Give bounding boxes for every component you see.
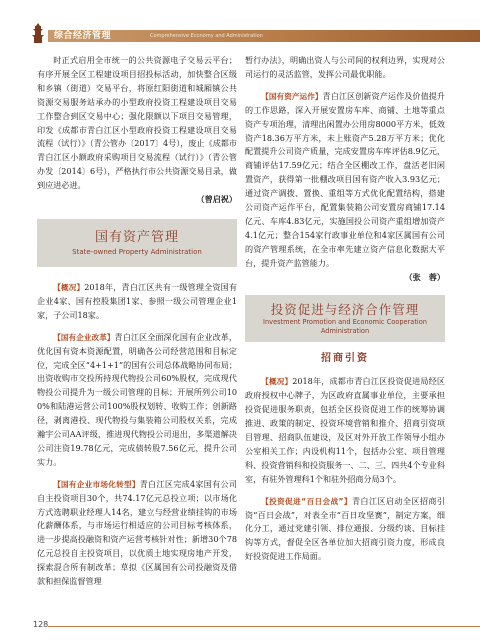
overview-text: 2018年，青白江区共有一级管理全资国有企业4家、国有控股集团1家、参照一级公司管理企业1家，子公司18家。 (37, 281, 237, 320)
section-title-cn: 投资促进与经济合作管理 (270, 301, 420, 317)
overview-paragraph (37, 281, 237, 323)
section-title-cn: 国有资产管理 (94, 229, 179, 245)
market-transition-text: 青白江区完成4家国有公司自主投资项目30个，共74.17亿元总投立项；以市场化方式选聘职业经理人14名，建立与经营业绩挂钩的市场化薪酬体系，与市场运行相适应的公司目标考核体系，进一步提高投融资和资产运营考核针对性；新增30个78亿元总投自主投资项目，以优质土地实现房地产开发，探索混合所有制改革；草拟《区属国有公司投融资及借款和担保监督管理 (37, 478, 237, 587)
overview-tag: 【概况】 (53, 282, 85, 292)
section-title-en: State-owned Property Administration (72, 247, 202, 256)
investment-overview-tag: 【概况】 (261, 377, 293, 387)
hundred-days-tag: 【投资促进“百日会战”】 (261, 496, 352, 506)
investment-overview-paragraph (245, 375, 445, 486)
asset-operation-signature: （张 蓉） (404, 271, 445, 282)
header-band (48, 30, 480, 42)
asset-operation-tag: 【国有资产运作】 (261, 91, 323, 101)
asset-operation-text: 青白江区创新资产运作及价值提升的工作思路，深入开展安置房车库、商铺、土地等重点资产专项治理，清理出闲置办公用房8000平方米，低效资产18.36万平方米，未上账资产5.28万平方米；优化配置提升公司资产质量，完成安置房车库评估8.9亿元，商铺评估17.59亿元；结合全区棚改工作，盘活老旧闲置资产，获得第一批棚改项目国有资产收入3.93亿元；通过资产调拨、置换、重组等方式优化配置结构，搭建公司资产运作平台，配置集装箱公司安置房商铺17.14亿元、车库4.83亿元，实施国投公司资产重组增加资产4.1亿元；整合154家行政事业单位和4家区属国有公司的资产管理系统，在全市率先建立资产信息化数据大平台，提升资产监管能力。 (245, 90, 445, 268)
asset-operation-paragraph (245, 90, 445, 271)
hundred-days-text: 青白江区启动全区招商引资“百日会战”，对表全市“百日攻坚赛”，制定方案，细化分工，通过党建引领、排位通报、分级约谈、目标挂钩等方式，督促全区各单位加大招商引资力度，形成良好投资促进工作局面。 (245, 495, 445, 562)
subsection-title: 招商引资 (321, 352, 369, 364)
market-transition-paragraph (37, 478, 237, 589)
section-heading-investment (245, 295, 445, 342)
investment-overview-text: 2018年，成都市青白江区投资促进局经区政府授权中心牌子，为区政府直属事业单位，主要承担投资促进服务职责，包括全区投资促进工作的统筹协调推进、政策的制定、投资环境营销和推介、招商引资项目管理、招商队伍建设，及区对外开放工作领导小组办公室相关工作；内设机构11个，包括办公室、项目管理科、投资营销科和投资服务一、二、三、四共4个专业科室，有驻外管理科1个和驻外招商分局3个。 (245, 376, 445, 484)
reform-paragraph (37, 331, 237, 470)
continuation-paragraph: 暂行办法》，明确出资人与公司间的权利边界，实现对公司运行的灵活监管，发挥公司最优职能。 (245, 55, 445, 79)
reform-text: 青白江区全面深化国有企业改革，优化国有资本资源配置，明确各公司经营范围和目标定位，完成全区“4+1+1”的国有公司总体战略协同布局；出资收购市交投所持现代物投公司60%股权，完成现代物投公司提升为一级公司管理的目标；开展所列公司100%和陆港运营公司100%股权划转、收购工作；创新路径，剥离港投、现代物投与集装箱公司股权关系，完成瀚宇公司AA评级，推进现代物投公司退出，多渠道解决公司注资19.78亿元，完成债转股7.56亿元，提升公司实力。 (37, 331, 237, 467)
header-subtitle: Comprehensive Economy and Administration (150, 33, 263, 39)
header-title: 综合经济管理 (54, 31, 112, 41)
left-column (37, 54, 237, 589)
section-heading-state-assets (37, 219, 237, 267)
page-number: 128 (33, 620, 49, 629)
right-column (245, 54, 445, 564)
market-transition-tag: 【国有企业市场化转型】 (53, 479, 140, 489)
intro-signature: （曾启祝） (196, 194, 237, 205)
section-title-en: Investment Promotion and Economic Cooperation Administration (263, 317, 427, 335)
footer-rule (48, 626, 480, 627)
running-header (0, 0, 480, 46)
pagoda-logo-icon (30, 22, 46, 44)
hundred-days-paragraph (245, 495, 445, 565)
intro-paragraph: 时正式启用全市统一的公共资源电子交易云平台；有序开展全区工程建设项目招投标活动，加快整合区级和乡镇（街道）交易平台，将原红阳街道和城厢镇公共资源交易服务站承办的小型政府投资工程建设项目交易工作整合到区交易中心；强化限额以下项目交易管理，印发《成都市青白江区小型政府投资工程建设项目交易流程（试行）》（青公管办〔2017〕4号），废止《成都市青白江区小额政府采购项目交易流程（试行）》（青公管办发〔2014〕6号），严格执行市公共资源交易目录，做到应进必进。 (37, 55, 237, 191)
reform-tag: 【国有企业改革】 (53, 332, 115, 342)
